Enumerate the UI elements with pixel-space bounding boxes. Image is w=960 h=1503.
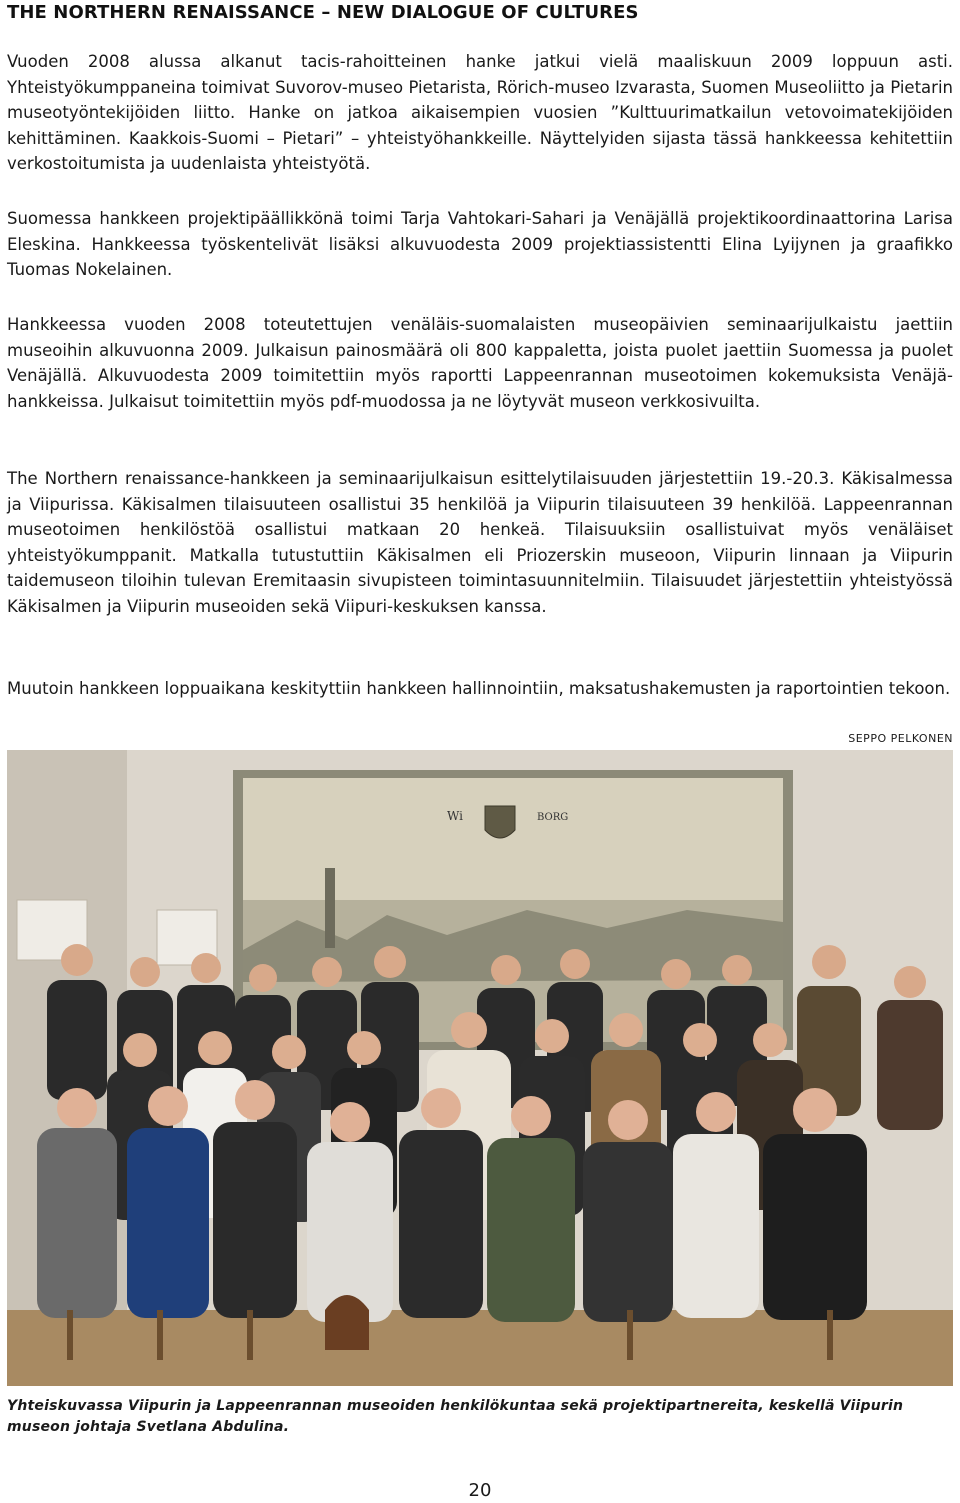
paragraph-closing: Muutoin hankkeen loppuaikana keskityttiin hankkeen hallinnointiin, maksatushakemusten ja raportointien tekoon.	[7, 679, 951, 698]
paragraph-project-intro: Vuoden 2008 alussa alkanut tacis-rahoitteinen hanke jatkui vielä maaliskuun 2009 loppuun asti. Yhteistyökumppaneina toimivat Suvorov-museo Pietarista, Rörich-museo Izvarasta, Suomen Museoliitto ja Pietarin museotyöntekijöiden liitto. Hanke on jatkoa aikaisempien vuosien ”Kulttuurimatkailun vetovoimatekijöiden kehittäminen. Kaakkois-Suomi – Pietari” – yhteistyöhankkeille. Näyttelyiden sijasta tässä hankkeessa kehitettiin verkostoitumista ja uudenlaista yhteistyötä.	[7, 52, 953, 173]
handbag	[325, 1295, 369, 1350]
photo-credit: SEPPO PELKONEN	[848, 732, 953, 745]
page-number: 20	[468, 1480, 492, 1501]
map-label-right: BORG	[537, 812, 569, 823]
group-photo	[7, 750, 953, 1386]
paragraph-publication: Hankkeessa vuoden 2008 toteutettujen venäläis-suomalaisten museopäivien seminaarijulkaistu jaettiin museoihin alkuvuonna 2009. Julkaisun painosmäärä oli 800 kappaletta, joista puolet jaettiin Suomessa ja puolet Venäjällä. Alkuvuodesta 2009 toimitettiin myös raportti Lappeenrannan museotoimen kokemuksista Venäjä-hankkeissa. Julkaisut toimitettiin myös pdf-muodossa ja ne löytyvät museon verkkosivuilta.	[7, 315, 953, 411]
map-tower	[325, 868, 335, 948]
paragraph-events: The Northern renaissance-hankkeen ja seminaarijulkaisun esittelytilaisuuden järjestettiin 19.-20.3. Käkisalmessa ja Viipurissa. Käkisalmen tilaisuuteen osallistui 35 henkilöä ja Viipurin tilaisuuteen 39 henkilöä. Lappeenrannan museotoimen henkilöstöä osallistui matkaan 20 henkeä. Tilaisuuksiin osallistuivat myös venäläiset yhteistyökumppanit. Matkalla tutustuttiin Käkisalmen eli Priozerskin museoon, Viipurin linnaan ja Viipurin taidemuseon tiloihin tulevan Eremitaasin sivupisteen toimintasuunnitelmiin. Tilaisuudet järjestettiin yhteistyössä Käkisalmen ja Viipurin museoiden sekä Viipuri-keskuksen kanssa.	[7, 469, 953, 616]
map-label-left: Wi	[447, 809, 463, 823]
photo-caption: Yhteiskuvassa Viipurin ja Lappeenrannan museoiden henkilökuntaa sekä projektipartnereita, keskellä Viipurin museon johtaja Svetlana Abdulina.	[7, 1398, 904, 1435]
document-page	[7, 0, 953, 1503]
map-coat-of-arms	[485, 806, 515, 838]
group-photo-illustration	[7, 750, 953, 1386]
paragraph-project-staff: Suomessa hankkeen projektipäällikkönä toimi Tarja Vahtokari-Sahari ja Venäjällä projektikoordinaattorina Larisa Eleskina. Hankkeessa työskentelivät lisäksi alkuvuodesta 2009 projektiassistentti Elina Lyijynen ja graafikko Tuomas Nokelainen.	[7, 209, 953, 279]
photo-floor	[7, 1310, 953, 1386]
page-title: THE NORTHERN RENAISSANCE – NEW DIALOGUE OF CULTURES	[7, 2, 639, 23]
